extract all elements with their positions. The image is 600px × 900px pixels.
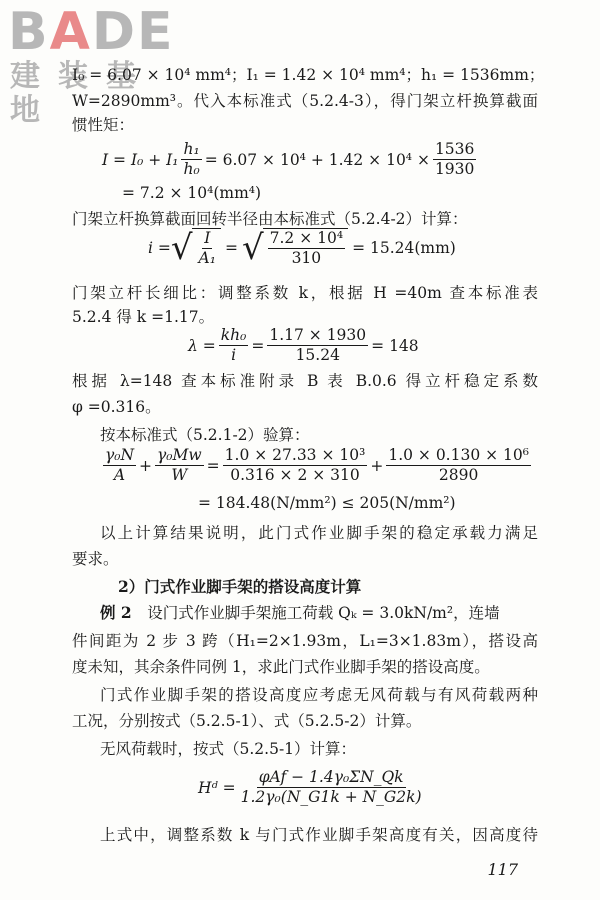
text-line-5: 门架立杆长细比：调整系数 k，根据 H =40m 查本标准表 <box>72 284 538 302</box>
equation-inertia-result: = 7.2 × 10⁴(mm⁴) <box>122 184 262 202</box>
equation-height: Hᵈ = φAf − 1.4γ₀ΣN_Qk 1.2γ₀(N_G1k + N_G2k) <box>198 768 422 806</box>
equation-radius: i = √ $\frac{I}{\text{A₁}}$ = √ $\frac{\text{7.2 × 10⁴}}{310}$ = 15.24(mm) <box>148 228 456 268</box>
equation-inertia: I = I₀ + I₁ $\frac{\text{h₁}}{\text{h₀}}$ = 6.07 × 10⁴ + 1.42 × 10⁴ × $\frac{1536}{1930}$ <box>102 140 475 178</box>
text-line-8: φ =0.316。 <box>72 398 161 416</box>
section-heading: 2）门式作业脚手架的搭设高度计算 <box>118 577 362 596</box>
logo-wordmark: BADE <box>8 2 175 62</box>
text-line-6: 5.2.4 得 k =1.17。 <box>72 308 215 326</box>
text-line-11: 要求。 <box>72 550 119 568</box>
equation-check: γ₀N A + $\frac{\text{γ₀Mw}}{W}$ = $\frac{\text{1.0 × 27.33 × 10³}}{0.316 \times 2 \times 310}$ + $\frac{\text{1.0 × 0.130 × 10⁶}}{2890}$ <box>105 446 529 484</box>
equation-slenderness: λ = $\frac{\text{kh₀}}{i}$ = $\frac{1.17 \times 1930}{15.24}$ = 148 <box>188 326 419 364</box>
text-line-15: 度未知，其余条件同例 1，求此门式作业脚手架的搭设高度。 <box>72 658 490 676</box>
text-line-16: 门式作业脚手架的搭设高度应考虑无风荷载与有风荷载两种 <box>100 686 538 704</box>
logo-subtitle: 建装基地 <box>10 59 154 128</box>
text-line-9: 按本标准式（5.2.1-2）验算： <box>100 426 310 444</box>
text-line-7: 根据 λ=148 查本标准附录 B 表 B.0.6 得立杆稳定系数 <box>72 372 538 390</box>
text-line-4: 门架立杆换算截面回转半径由本标准式（5.2.4-2）计算： <box>72 210 468 228</box>
equation-check-result: = 184.48(N/mm²) ≤ 205(N/mm²) <box>198 494 456 512</box>
text-line-3: 惯性矩： <box>72 116 135 134</box>
text-line-17: 工况，分别按式（5.2.5-1）、式（5.2.5-2）计算。 <box>72 712 422 730</box>
text-line-19: 上式中，调整系数 k 与门式作业脚手架高度有关，因高度待 <box>100 826 538 844</box>
text-line-18: 无风荷载时，按式（5.2.5-1）计算： <box>100 740 357 758</box>
text-line-1: I₀ = 6.07 × 10⁴ mm⁴；I₁ = 1.42 × 10⁴ mm⁴；h₁ = 1536mm； <box>72 66 545 84</box>
text-line-10: 以上计算结果说明，此门式作业脚手架的稳定承载力满足 <box>100 524 538 542</box>
text-line-2: W=2890mm³。代入本标准式（5.2.4-3），得门架立杆换算截面 <box>72 92 538 110</box>
text-line-14: 件间距为 2 步 3 跨（H₁=2×1.93m，L₁=3×1.83m），搭设高 <box>72 632 538 650</box>
page-number: 117 <box>487 860 518 879</box>
text-line-13: 例 2 设门式作业脚手架施工荷载 Qₖ = 3.0kN/m²，连墙 <box>100 603 500 622</box>
